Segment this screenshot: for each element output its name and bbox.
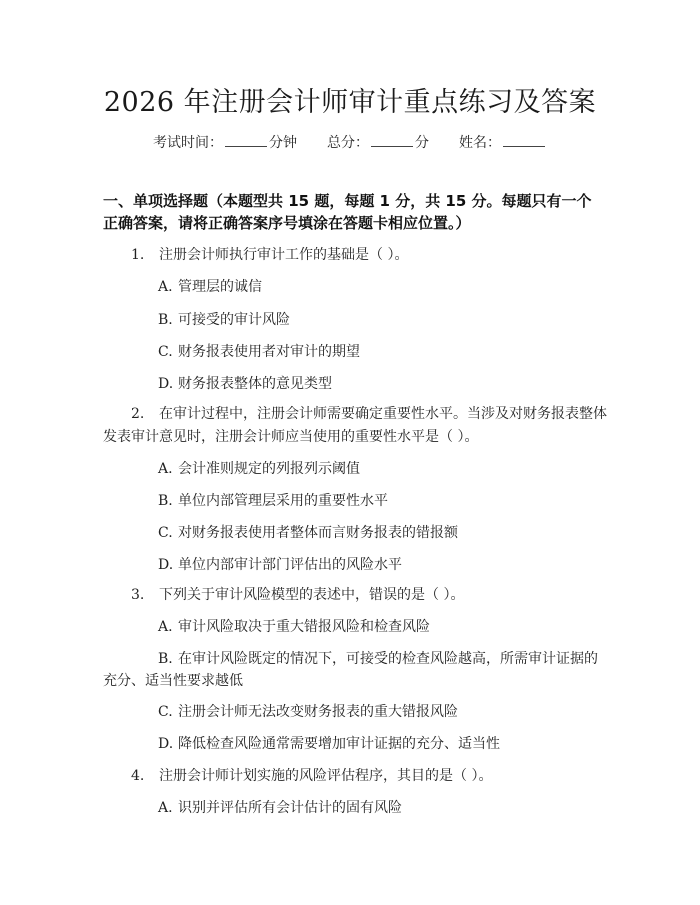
option-2c[interactable]	[158, 522, 458, 542]
option-letter: D.	[158, 557, 174, 573]
option-letter: B.	[158, 651, 173, 667]
option-letter: A.	[158, 619, 173, 635]
total-score-field	[327, 132, 429, 152]
total-score-blank	[371, 134, 413, 147]
option-letter: A.	[158, 461, 173, 477]
question-text-line1: 在审计过程中，注册会计师需要确定重要性水平。当涉及对财务报表整体	[159, 406, 607, 422]
name-field	[459, 132, 547, 152]
option-text: 注册会计师无法改变财务报表的重大错报风险	[178, 704, 458, 720]
question-text: 注册会计师执行审计工作的基础是（ ）。	[159, 247, 409, 263]
question-text: 注册会计师计划实施的风险评估程序，其目的是（ ）。	[159, 768, 493, 784]
total-score-label: 总分：	[327, 135, 369, 151]
option-letter: B.	[158, 312, 173, 328]
option-letter: D.	[158, 376, 174, 392]
question-number: 3.	[131, 587, 145, 603]
option-letter: A.	[158, 800, 173, 816]
option-3b-continuation: 充分、适当性要求越低	[103, 673, 243, 689]
option-3d[interactable]	[158, 733, 500, 753]
exam-meta	[0, 132, 700, 152]
exam-time-unit: 分钟	[269, 135, 297, 151]
option-2a[interactable]	[158, 458, 360, 478]
option-4a[interactable]	[158, 797, 402, 817]
exam-time-field	[153, 132, 297, 152]
question-3	[131, 584, 464, 604]
option-text: 可接受的审计风险	[178, 312, 290, 328]
question-4	[131, 765, 492, 785]
option-letter: A.	[158, 279, 173, 295]
question-2-continuation: 发表审计意见时，注册会计师应当使用的重要性水平是（ ）。	[103, 429, 479, 445]
option-text: 财务报表使用者对审计的期望	[178, 344, 360, 360]
total-score-unit: 分	[415, 135, 429, 151]
option-text: 审计风险取决于重大错报风险和检查风险	[178, 619, 430, 635]
option-1a[interactable]	[158, 276, 262, 296]
question-number: 2.	[131, 406, 145, 422]
option-2b[interactable]	[158, 490, 388, 510]
question-2	[131, 403, 607, 423]
option-text: 单位内部审计部门评估出的风险水平	[178, 557, 402, 573]
option-1c[interactable]	[158, 341, 360, 361]
option-text: 对财务报表使用者整体而言财务报表的错报额	[178, 525, 458, 541]
option-1d[interactable]	[158, 373, 332, 393]
option-letter: B.	[158, 493, 173, 509]
option-letter: D.	[158, 736, 174, 752]
option-text: 单位内部管理层采用的重要性水平	[178, 493, 388, 509]
exam-time-label: 考试时间：	[153, 135, 223, 151]
option-letter: C.	[158, 704, 173, 720]
option-letter: C.	[158, 525, 173, 541]
section-heading: 一、单项选择题（本题型共 15 题，每题 1 分，共 15 分。每题只有一个正确答案，请将正确答案序号填涂在答题卡相应位置。）	[103, 192, 592, 232]
option-text: 管理层的诚信	[178, 279, 262, 295]
question-1	[131, 244, 408, 264]
option-text: 在审计风险既定的情况下，可接受的检查风险越高，所需审计证据的	[178, 651, 598, 667]
name-label: 姓名：	[459, 135, 501, 151]
question-number: 1.	[131, 247, 145, 263]
option-2d[interactable]	[158, 554, 402, 574]
option-3b[interactable]	[158, 648, 598, 668]
page-title: 2026 年注册会计师审计重点练习及答案	[103, 87, 597, 118]
exam-time-blank	[225, 134, 267, 147]
option-letter: C.	[158, 344, 173, 360]
question-text: 下列关于审计风险模型的表述中，错误的是（ ）。	[159, 587, 465, 603]
option-1b[interactable]	[158, 309, 290, 329]
option-3a[interactable]	[158, 616, 430, 636]
option-text: 财务报表整体的意见类型	[178, 376, 332, 392]
option-3c[interactable]	[158, 701, 458, 721]
name-blank	[503, 134, 545, 147]
option-text: 识别并评估所有会计估计的固有风险	[178, 800, 402, 816]
option-text: 会计准则规定的列报列示阈值	[178, 461, 360, 477]
question-number: 4.	[131, 768, 145, 784]
option-text: 降低检查风险通常需要增加审计证据的充分、适当性	[178, 736, 500, 752]
